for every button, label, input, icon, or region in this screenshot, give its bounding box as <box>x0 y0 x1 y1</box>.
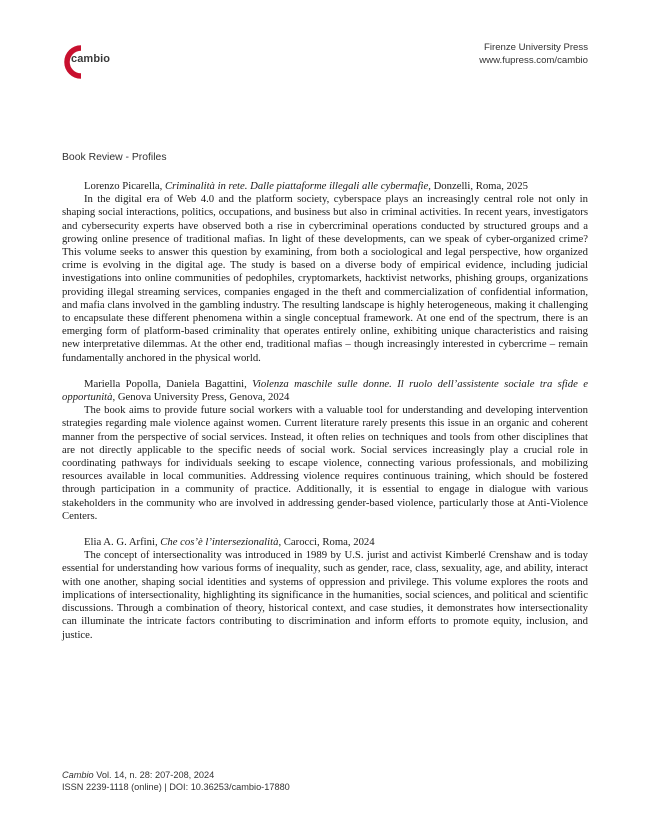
review-authors: Elia A. G. Arfini, <box>84 536 161 549</box>
review-book-title: Criminalità in rete. Dalle piattaforme illegali alle cybermafie <box>165 180 429 192</box>
review-item <box>62 536 588 642</box>
review-citation <box>62 180 588 193</box>
footer-issn-doi: ISSN 2239-1118 (online) | DOI: 10.36253/cambio-17880 <box>62 781 290 792</box>
review-publisher: , Donzelli, Roma, 2025 <box>428 180 528 192</box>
review-publisher: , Carocci, Roma, 2024 <box>278 536 375 549</box>
review-citation <box>62 536 588 549</box>
review-publisher: , Genova University Press, Genova, 2024 <box>112 391 290 404</box>
review-book-title: Violenza maschile sulle donne. Il ruolo dell’assistente sociale tra sfide e opportunità <box>62 377 588 404</box>
logo-text: cambio <box>71 53 111 65</box>
section-label: Book Review - Profiles <box>62 152 167 163</box>
publisher-url[interactable]: www.fupress.com/cambio <box>479 54 588 66</box>
review-citation <box>62 378 588 404</box>
footer-volume: Vol. 14, n. 28: 207-208, 2024 <box>93 770 215 780</box>
review-authors: Lorenzo Picarella, <box>84 180 166 192</box>
review-body: The concept of intersectionality was introduced in 1989 by U.S. jurist and activist Kimberlé Crenshaw and is today essential for understanding how various forms of inequality, such as gender, race, class, sexuality, age, and ability, interact with one another, shaping social identities and systems of oppression and privilege. This volume explores the roots and implications of intersectionality, highlighting its significance in the humanities, social sciences, and political and scientific discussions. Through a combination of theory, historical context, and case studies, it demonstrates how intersectionality can illuminate the intricate factors contributing to discrimination and inform efforts to promote equity, inclusion, and justice. <box>62 549 588 641</box>
review-authors: Mariella Popolla, Daniela Bagattini, <box>84 377 253 390</box>
footer-journal-line <box>62 770 290 782</box>
publisher-name: Firenze University Press <box>484 42 588 53</box>
review-book-title: Che cos’è l’intersezionalità <box>160 536 279 549</box>
publisher-info <box>479 42 588 67</box>
review-item <box>62 378 588 523</box>
footer-journal-name: Cambio <box>62 770 94 780</box>
review-body: In the digital era of Web 4.0 and the platform society, cyberspace plays an increasingly central role not only in shaping social interactions, politics, occupations, and business but also in criminal activities. In recent years, investigators and cybersecurity experts have observed both a rise in cybercriminal operations conducted by structured groups and a growing online presence of traditional mafias. In light of these developments, can we speak of cyber-organized crime? This volume seeks to answer this question by examining, from both a sociological and legal perspective, how organized crime is evolving in the digital age. The study is based on a diverse body of empirical evidence, including judicial investigations into online communities of pedophiles, cryptomarkets, hacktivist networks, phishing groups, organizations providing illegal streaming services, companies engaged in the theft and commercialization of confidential information, and mafia clans involved in the gambling industry. The resulting landscape is highly heterogeneous, making it challenging to encapsulate these different phenomena within a single conceptual framework. At one end of the spectrum, there is an emerging form of platform-based criminality that operates entirely online, exhibiting unique characteristics and raising new interpretative dilemmas. At the other end, traditional mafias – though increasingly interested in cybercrime – remain fundamentally anchored in the physical world. <box>62 193 588 364</box>
review-body: The book aims to provide future social workers with a valuable tool for understanding and developing intervention strategies regarding male violence against women. Current literature rarely presents this issue in an organic and coherent manner from the perspective of social services. Instead, it often relies on techniques and tools from other disciplines that are not directly applicable to the specific needs of social work. Social services increasingly play a crucial role in coordinating pathways for individuals seeking to escape violence, connecting various professionals, and mobilizing resources available in local communities. Addressing violence requires continuous training, which should be fostered through participation in a community of practice. Additionally, it is essential to engage in dialogue with various stakeholders in the community who are involved in addressing gender-based violence, particularly those at Anti-Violence Centers. <box>62 404 588 522</box>
page-footer <box>62 770 290 793</box>
review-item <box>62 180 588 365</box>
review-list <box>62 180 588 655</box>
